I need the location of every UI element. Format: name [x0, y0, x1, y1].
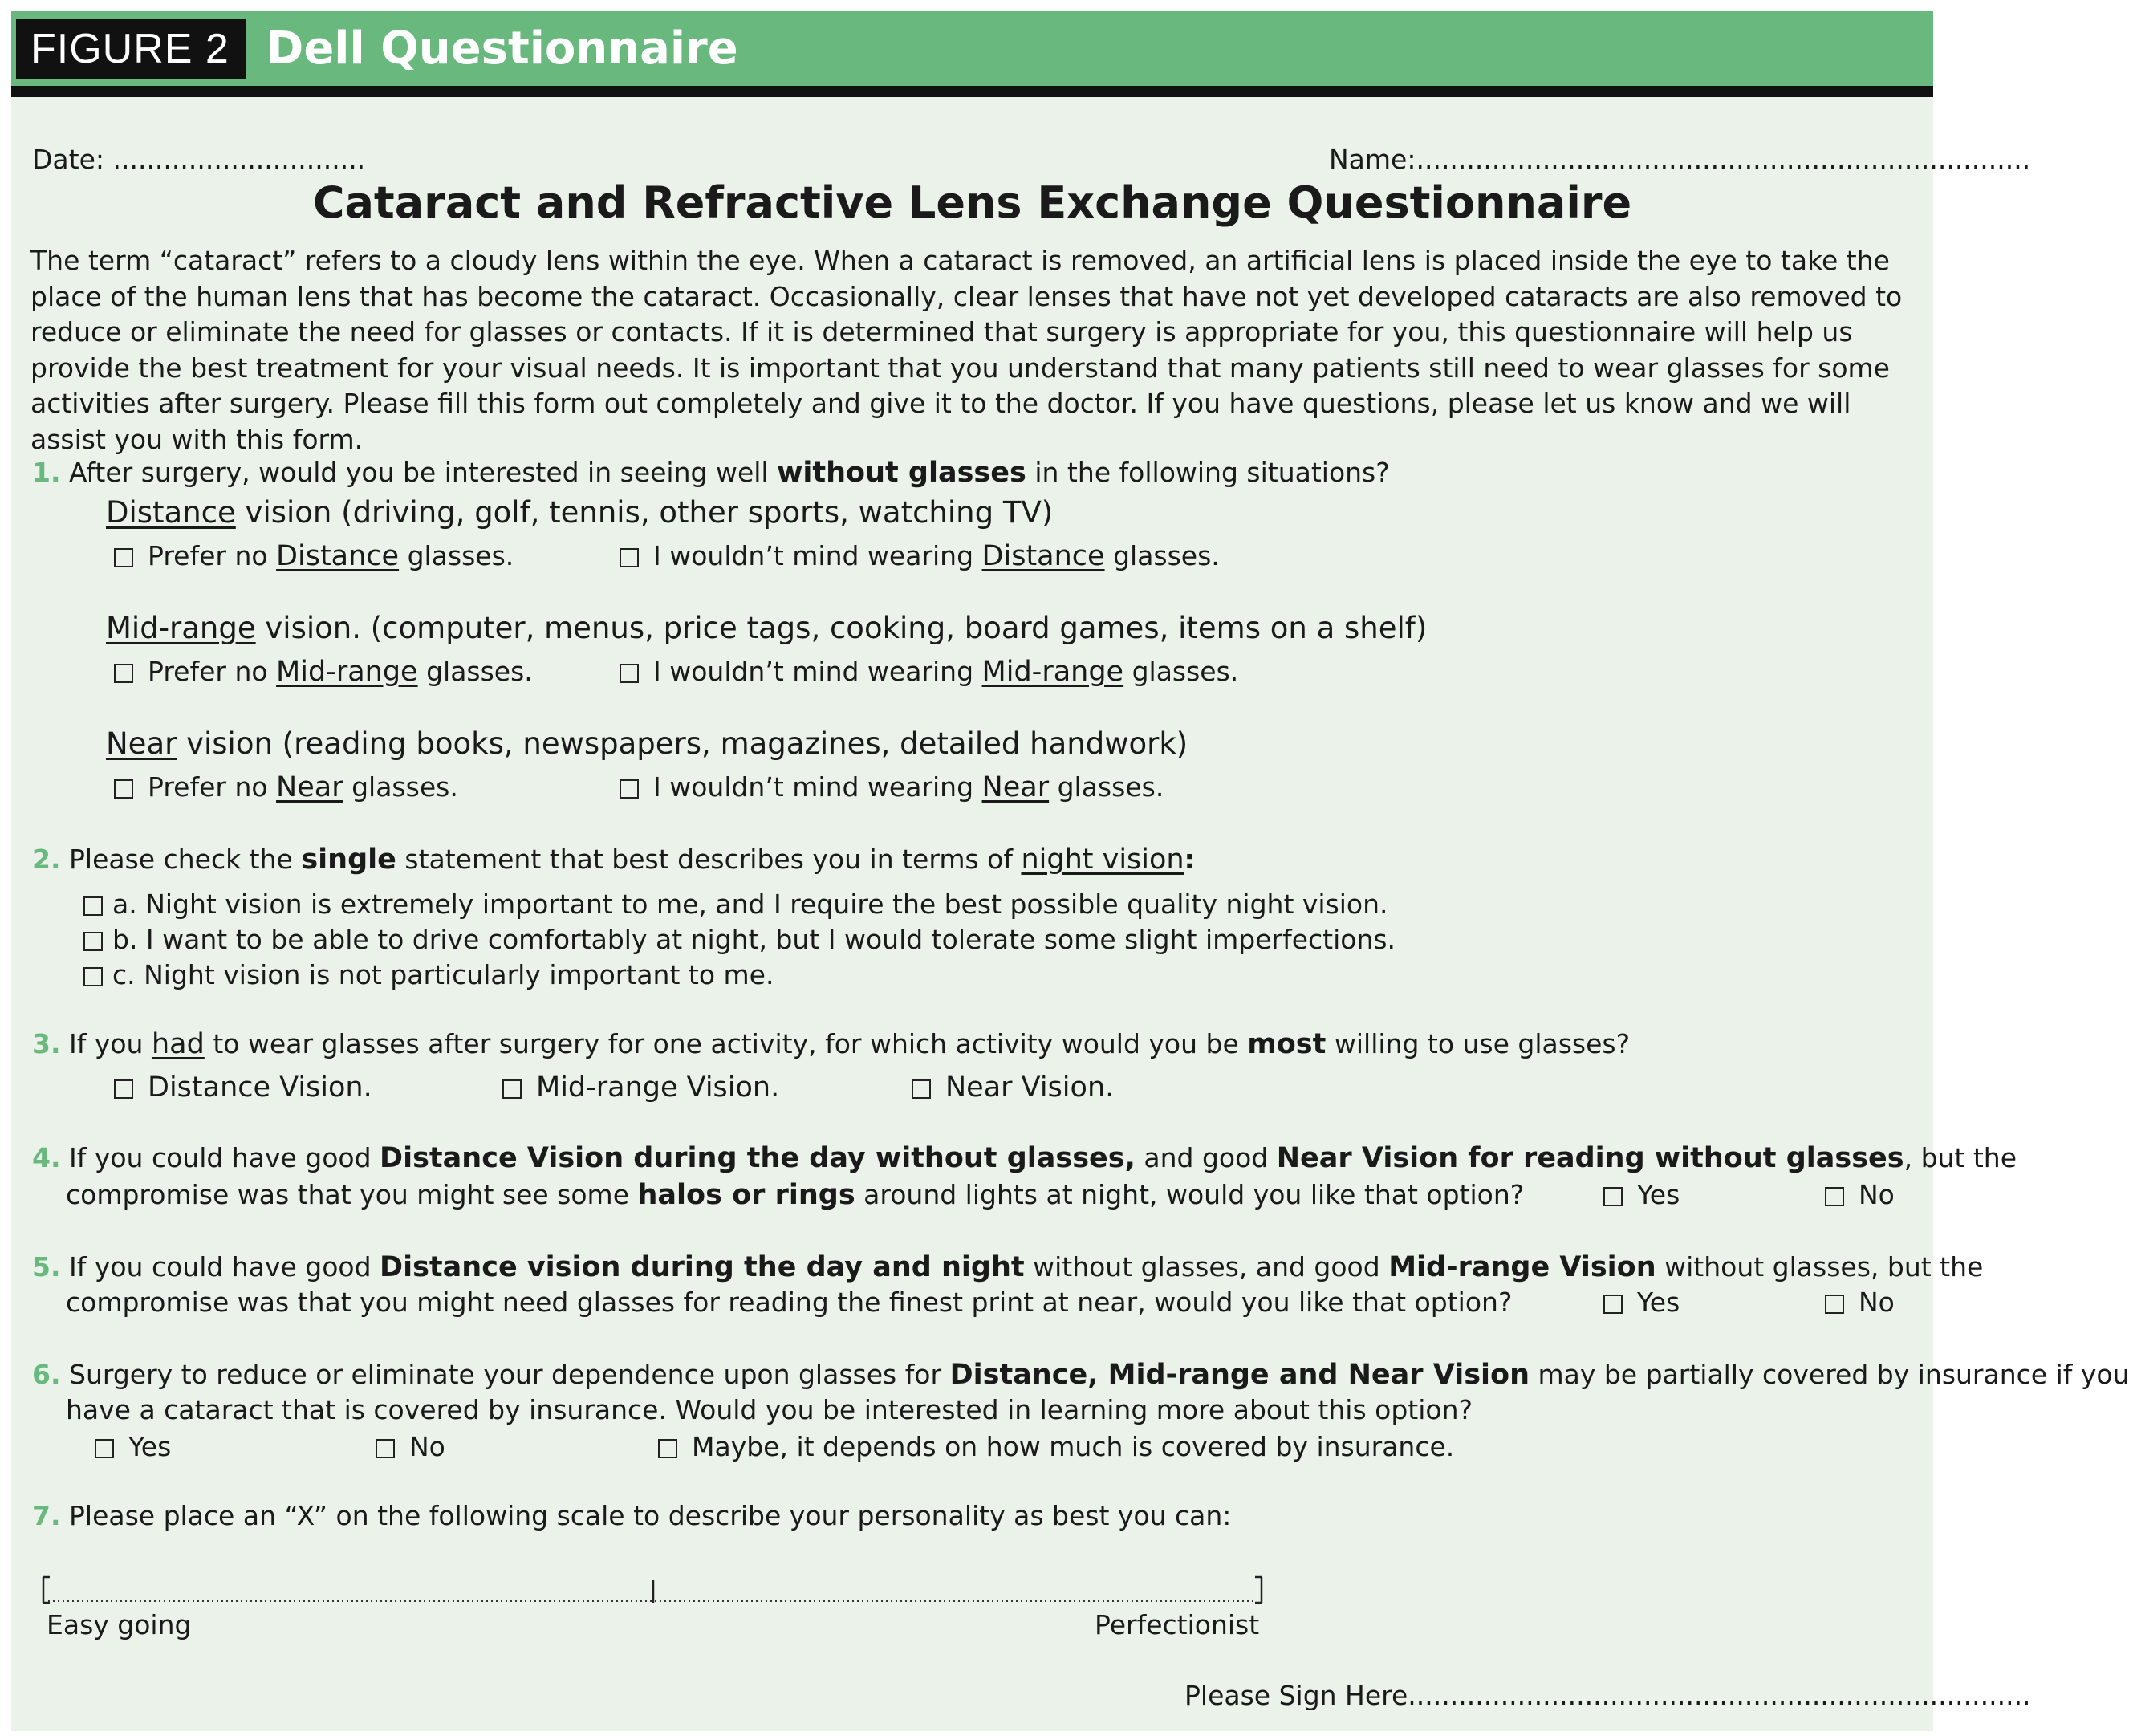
option-mind-near[interactable]: I wouldn’t mind wearing Near glasses.: [620, 771, 1164, 803]
scale-left-label: Easy going: [47, 1609, 192, 1640]
option-night-b[interactable]: b. I want to be able to drive comfortably at night, but I would tolerate some slight imperfections.: [83, 924, 1396, 955]
checkbox[interactable]: [1603, 1295, 1623, 1314]
question-number: 7.: [32, 1500, 61, 1531]
figure-header: [11, 11, 1933, 86]
question-4-line-2: compromise was that you might see some halos or rings around lights at night, would you like that option?: [66, 1179, 1525, 1211]
question-2: 2. Please check the single statement that best describes you in terms of night vision:: [32, 844, 1195, 876]
question-5: 5. If you could have good Distance vision during the day and night without glasses, and good Mid-range Vision without glasses, but the: [32, 1251, 1984, 1283]
question-number: 3.: [32, 1028, 61, 1059]
option-q6-yes[interactable]: Yes: [95, 1431, 171, 1462]
option-q6-no[interactable]: No: [376, 1431, 445, 1462]
checkbox[interactable]: [658, 1439, 677, 1458]
midrange-vision-heading: Mid-range vision. (computer, menus, price tags, cooking, board games, items on a shelf): [106, 611, 1428, 645]
question-number: 4.: [32, 1142, 61, 1173]
question-number: 6.: [32, 1359, 61, 1390]
option-q4-yes[interactable]: Yes: [1603, 1179, 1680, 1210]
checkbox[interactable]: [95, 1439, 114, 1458]
checkbox[interactable]: [1825, 1295, 1844, 1314]
checkbox[interactable]: [620, 779, 639, 799]
option-q4-no[interactable]: No: [1825, 1179, 1895, 1210]
header-rule: [11, 86, 1933, 97]
checkbox[interactable]: [376, 1439, 395, 1458]
checkbox[interactable]: [83, 932, 103, 951]
checkbox[interactable]: [502, 1079, 522, 1099]
figure-label: FIGURE 2: [16, 19, 246, 79]
checkbox[interactable]: [83, 896, 103, 916]
option-q5-no[interactable]: No: [1825, 1287, 1895, 1318]
question-1: 1. After surgery, would you be interested in seeing well without glasses in the following situations?: [32, 457, 1390, 489]
questionnaire-title: Cataract and Refractive Lens Exchange Questionnaire: [312, 177, 1632, 228]
question-3: 3. If you had to wear glasses after surgery for one activity, for which activity would you be most willing to use glasses?: [32, 1028, 1631, 1060]
checkbox[interactable]: [83, 967, 103, 986]
option-near-vision[interactable]: Near Vision.: [912, 1071, 1114, 1104]
figure-title: Dell Questionnaire: [266, 22, 738, 75]
question-7: 7. Please place an “X” on the following scale to describe your personality as best you can:: [32, 1500, 1232, 1531]
signature-field[interactable]: Please Sign Here..........................................................................: [1184, 1680, 2031, 1711]
option-prefer-no-midrange[interactable]: Prefer no Mid-range glasses.: [114, 656, 533, 688]
option-prefer-no-near[interactable]: Prefer no Near glasses.: [114, 771, 458, 803]
option-prefer-no-distance[interactable]: Prefer no Distance glasses.: [114, 540, 514, 572]
option-night-a[interactable]: a. Night vision is extremely important to me, and I require the best possible quality night vision.: [83, 888, 1388, 920]
personality-scale[interactable]: [40, 1574, 1268, 1606]
question-number: 1.: [32, 457, 61, 488]
question-6-line-2: have a cataract that is covered by insurance. Would you be interested in learning more about this option?: [66, 1394, 1473, 1425]
intro-paragraph: The term “cataract” refers to a cloudy lens within the eye. When a cataract is removed, an artificial lens is placed inside the eye to take the place of the human lens that has become the cataract. Occasionally, clear lenses that have not yet developed cataracts are also removed to reduce or eliminate the need for glasses or contacts. If it is determined that surgery is appropriate for you, this questionnaire will help us provide the best treatment for your visual needs. It is important that you understand that many patients still need to wear glasses for some activities after surgery. Please fill this form out completely and give it to the doctor. If you have questions, please let us know and we will assist you with this form.: [30, 245, 1903, 455]
checkbox[interactable]: [114, 779, 133, 799]
distance-vision-heading: Distance vision (driving, golf, tennis, other sports, watching TV): [106, 495, 1054, 530]
name-field[interactable]: Name:.........................................................................: [1329, 144, 2031, 175]
question-4: 4. If you could have good Distance Vision during the day without glasses, and good Near Vision for reading without glasses, but the: [32, 1142, 2017, 1174]
option-midrange-vision[interactable]: Mid-range Vision.: [502, 1071, 779, 1104]
option-distance-vision[interactable]: Distance Vision.: [114, 1071, 372, 1104]
question-number: 2.: [32, 844, 61, 875]
checkbox[interactable]: [114, 548, 133, 567]
option-night-c[interactable]: c. Night vision is not particularly important to me.: [83, 959, 774, 990]
near-vision-heading: Near vision (reading books, newspapers, magazines, detailed handwork): [106, 726, 1188, 761]
checkbox[interactable]: [114, 664, 133, 683]
option-q5-yes[interactable]: Yes: [1603, 1287, 1680, 1318]
checkbox[interactable]: [620, 664, 639, 683]
question-number: 5.: [32, 1251, 61, 1283]
option-mind-distance[interactable]: I wouldn’t mind wearing Distance glasses.: [620, 540, 1220, 572]
questionnaire-body: [11, 97, 2129, 1731]
option-mind-midrange[interactable]: I wouldn’t mind wearing Mid-range glasses.: [620, 656, 1238, 688]
checkbox[interactable]: [620, 548, 639, 567]
option-q6-maybe[interactable]: Maybe, it depends on how much is covered by insurance.: [658, 1431, 1454, 1462]
checkbox[interactable]: [912, 1079, 931, 1099]
checkbox[interactable]: [114, 1079, 133, 1099]
date-field[interactable]: Date: ..............................: [32, 144, 366, 175]
question-5-line-2: compromise was that you might need glasses for reading the finest print at near, would you like that option?: [66, 1287, 1513, 1318]
checkbox[interactable]: [1603, 1187, 1623, 1206]
question-6: 6. Surgery to reduce or eliminate your dependence upon glasses for Distance, Mid-range and Near Vision may be partially covered by insurance if you: [32, 1359, 2129, 1391]
scale-right-label: Perfectionist: [1095, 1609, 1260, 1640]
checkbox[interactable]: [1825, 1187, 1844, 1206]
